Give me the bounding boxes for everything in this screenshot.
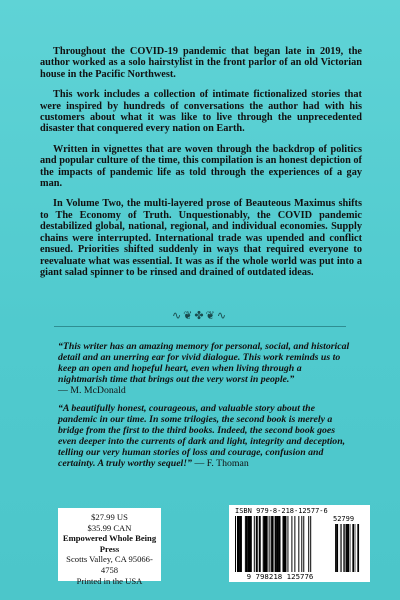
- price-publisher-box: [58, 508, 161, 586]
- barcode-bar: [282, 516, 283, 572]
- description-paragraph-4: In Volume Two, the multi-layered prose of Beauteous Maximus shifts to The Economy of Truth. Unquestionably, the COVID pandemic destabilized global, national, regional, and individual economies. Supply chains were interrupted. International trade was upended and conflict ensued. Priorities shifted suddenly in ways that required everyone to reevaluate what was essential. It was as if the whole world was put into a giant salad spinner to be rinsed and drained of outdated ideas.: [40, 198, 362, 278]
- barcode-addon-number: 52799: [333, 515, 355, 523]
- publisher-location: Scotts Valley, CA 95066-4758: [66, 554, 153, 575]
- barcode-bar: [271, 516, 272, 572]
- barcode-bar: [265, 516, 268, 572]
- barcode-bar: [246, 516, 248, 572]
- barcode-bar: [350, 524, 351, 572]
- price-us: $27.99 US: [91, 512, 128, 522]
- review-text: “This writer has an amazing memory for personal, social, and historical detail and an unerring ear for vivid dialogue. This work reminds us to keep an open and hopeful heart, even when living through a nightmarish time that brings out the very worst in people.”: [58, 341, 350, 385]
- barcode-bar: [277, 516, 279, 572]
- barcode-bar: [283, 516, 286, 572]
- barcode-bar: [245, 516, 246, 572]
- barcode-bar: [294, 516, 295, 572]
- barcode-bar: [240, 516, 242, 572]
- barcode-bar: [335, 524, 336, 572]
- barcode-bar: [357, 524, 358, 572]
- barcode-icon: [235, 516, 365, 572]
- book-description: [40, 46, 362, 287]
- isbn-label: ISBN 979-8-218-12577-6: [235, 507, 328, 515]
- barcode-bar: [343, 524, 344, 572]
- barcode-bar: [303, 516, 304, 572]
- barcode-bar: [301, 516, 302, 572]
- review-author: — F. Thoman: [194, 458, 249, 469]
- barcode-bar: [358, 524, 359, 572]
- barcode-bar: [272, 516, 274, 572]
- isbn-barcode: [229, 505, 370, 582]
- barcode-bar: [254, 516, 255, 572]
- review-quote: [58, 403, 350, 469]
- barcode-bar: [310, 516, 311, 572]
- barcode-bar: [353, 524, 354, 572]
- barcode-bar: [337, 524, 338, 572]
- price-can: $35.99 CAN: [87, 522, 132, 533]
- barcode-bar: [308, 516, 309, 572]
- barcode-bar: [336, 524, 337, 572]
- barcode-bar: [256, 516, 258, 572]
- barcode-bar: [249, 516, 252, 572]
- barcode-bar: [341, 524, 342, 572]
- barcode-bar: [340, 524, 341, 572]
- review-author: — M. McDonald: [58, 385, 126, 396]
- publisher-name: Empowered Whole Being Press: [62, 533, 157, 554]
- barcode-bar: [352, 524, 353, 572]
- barcode-bar: [279, 516, 281, 572]
- barcode-bar: [235, 516, 236, 572]
- barcode-bar: [275, 516, 277, 572]
- barcode-bar: [355, 524, 356, 572]
- barcode-bar: [287, 516, 288, 572]
- barcode-bar: [259, 516, 261, 572]
- barcode-bar: [348, 524, 349, 572]
- section-divider: [54, 326, 346, 327]
- barcode-bar: [291, 516, 292, 572]
- ornament-divider-icon: ∿❦✤❦∿: [171, 310, 229, 322]
- barcode-bar: [346, 524, 348, 572]
- barcode-bar: [298, 516, 299, 572]
- barcode-bar: [344, 524, 345, 572]
- printed-in: Printed in the USA: [76, 575, 143, 586]
- barcode-digits: 9 798218 125776: [246, 572, 314, 581]
- description-paragraph-2: This work includes a collection of intimate fictionalized stories that were inspired by hundreds of conversations the author had with his customers about what it was like to live through the unprecedented disaster that conquered every nation on Earth.: [40, 89, 362, 135]
- review-quote: [58, 341, 350, 396]
- barcode-bar: [237, 516, 240, 572]
- review-text: “A beautifully honest, courageous, and valuable story about the pandemic in our time. In some trilogies, the second book is merely a bridge from the first to the third books. Indeed, the second book goes even deeper into the currents of dark and light, integrity and deception, telling our very human stories of loss and courage, confusion and certainty. A truly worthy sequel!”: [58, 403, 346, 469]
- reviews-section: [58, 341, 350, 476]
- description-paragraph-3: Written in vignettes that are woven through the backdrop of politics and popular culture of the time, this compilation is an honest depiction of the impacts of pandemic life as told through the experiences of a gay man.: [40, 143, 362, 190]
- description-paragraph-1: Throughout the COVID-19 pandemic that began late in 2019, the author worked as a solo hairstylist in the front parlor of an old Victorian house in the Pacific Northwest.: [40, 46, 362, 80]
- barcode-bar: [263, 516, 264, 572]
- barcode-bar: [269, 516, 270, 572]
